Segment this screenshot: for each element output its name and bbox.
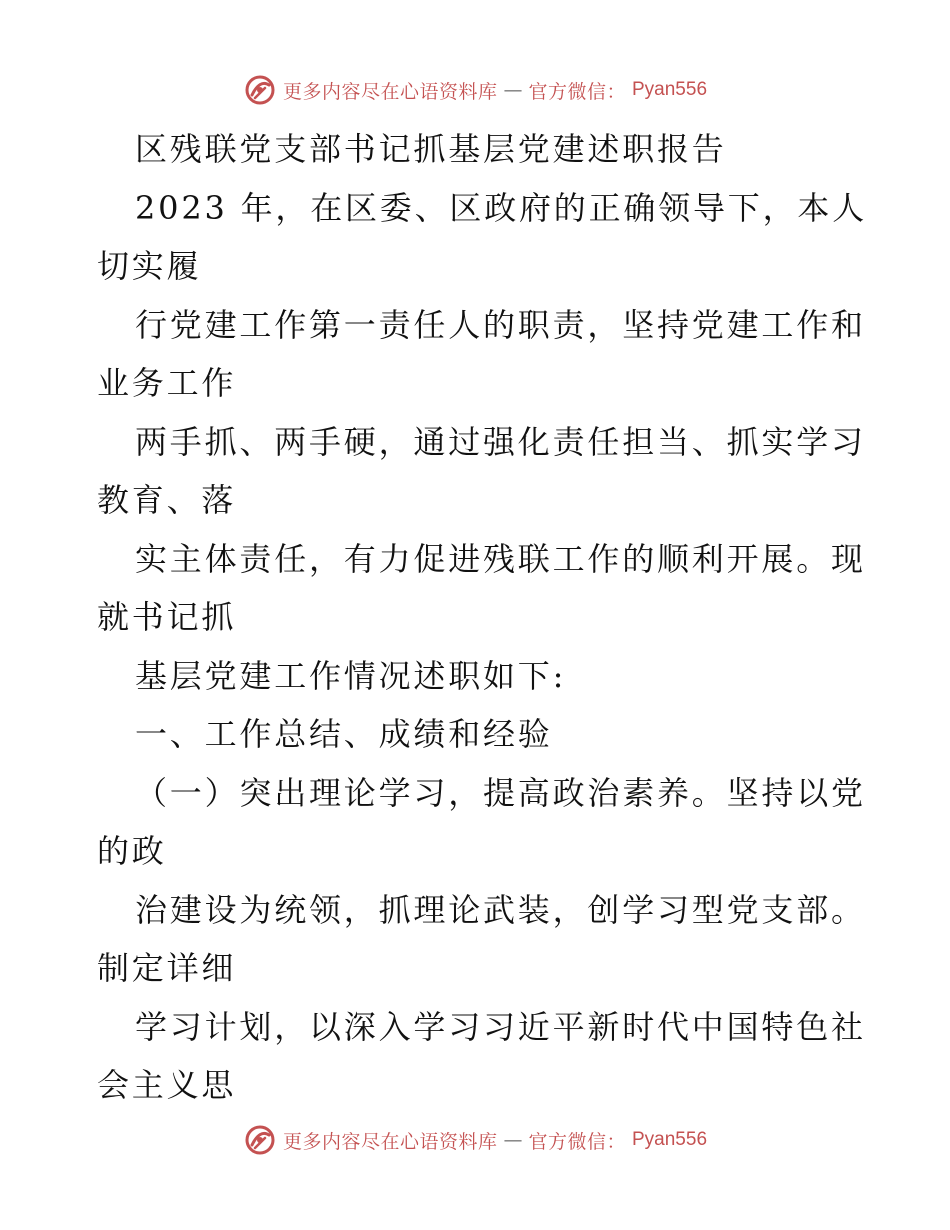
watermark-text: 更多内容尽在心语资料库 [282,1130,498,1153]
paragraph-line: 的政 [97,832,167,870]
watermark-footer [0,1120,950,1160]
watermark-dash: — [503,79,523,101]
section-heading: 一、工作总结、成绩和经验 [135,715,553,753]
paragraph-line: 教育、落 [97,481,237,519]
watermark-header [0,70,950,110]
document-title: 区残联党支部书记抓基层党建述职报告 [135,130,727,168]
logo-swirl-icon [243,73,277,107]
watermark-wechat-label: 官方微信： [528,80,626,103]
subsection-heading: （一）突出理论学习，提高政治素养。坚持以党 [135,773,866,812]
paragraph-line: 切实履 [97,247,202,285]
watermark-wechat-id: Pyan556 [632,79,708,100]
paragraph-line: 实主体责任，有力促进残联工作的顺利开展。现 [135,539,866,578]
paragraph-line: 就书记抓 [97,598,237,636]
paragraph-line: 基层党建工作情况述职如下: [135,656,567,695]
paragraph-line: 会主义思 [97,1066,237,1104]
watermark-text: 更多内容尽在心语资料库 [282,80,498,103]
paragraph-line: 两手抓、两手硬，通过强化责任担当、抓实学习 [135,422,866,461]
paragraph-line: 学习计划，以深入学习习近平新时代中国特色社 [135,1007,866,1046]
document-body [97,120,868,1115]
watermark-wechat-label: 官方微信： [528,1130,626,1153]
paragraph-line: 2023 年，在区委、区政府的正确领导下，本人 [135,188,868,227]
paragraph-line: 行党建工作第一责任人的职责，坚持党建工作和 [135,305,866,344]
logo-swirl-icon [243,1123,277,1157]
paragraph-line: 治建设为统领，抓理论武装，创学习型党支部。 [135,890,866,929]
paragraph-line: 制定详细 [97,949,237,987]
watermark-dash: — [503,1129,523,1151]
watermark-wechat-id: Pyan556 [632,1129,708,1150]
paragraph-line: 业务工作 [97,364,237,402]
